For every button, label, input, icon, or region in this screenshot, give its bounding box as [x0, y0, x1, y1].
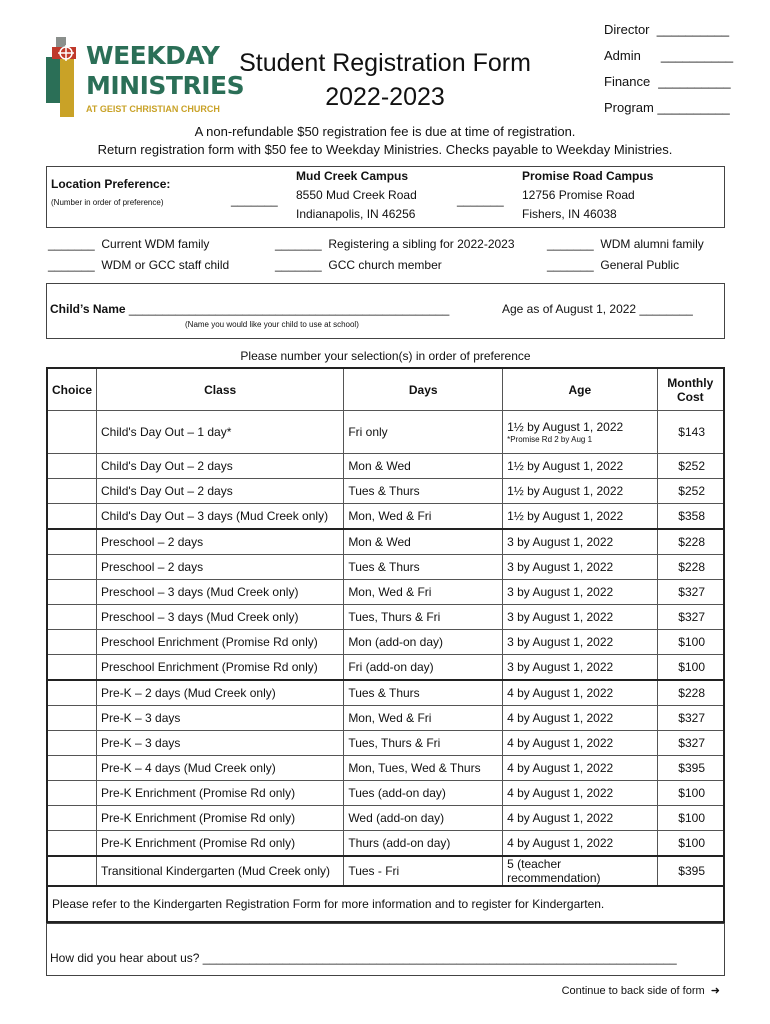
days-cell: Tues - Fri — [344, 856, 503, 886]
age-cell: 1½ by August 1, 2022 — [503, 479, 657, 504]
cost-cell: $327 — [657, 706, 724, 731]
office-finance — [604, 74, 731, 89]
age-cell: 3 by August 1, 2022 — [503, 580, 657, 605]
cost-cell: $143 — [657, 411, 724, 454]
office-program-blank[interactable]: __________ — [657, 100, 730, 115]
return-notice: Return registration form with $50 fee to Weekday Ministries. Checks payable to Weekday Ministries. — [97, 142, 673, 157]
office-finance-label: Finance — [604, 74, 651, 89]
logo-word-ministries: MINISTRIES — [86, 71, 245, 100]
check-blank[interactable]: _______ — [547, 258, 594, 272]
choice-input[interactable] — [47, 856, 97, 886]
age-cell: 4 by August 1, 2022 — [503, 831, 657, 857]
table-row — [47, 605, 724, 630]
choice-input[interactable] — [47, 555, 97, 580]
form-title-main: Student Registration Form — [239, 49, 531, 77]
cost-cell: $252 — [657, 454, 724, 479]
class-cell: Child's Day Out – 1 day* — [97, 411, 344, 454]
check-label: Registering a sibling for 2022-2023 — [328, 237, 515, 251]
mud-creek-address2: Indianapolis, IN 46256 — [296, 207, 416, 221]
continue-note — [562, 984, 720, 997]
hear-about-label: How did you hear about us? — [50, 951, 200, 965]
office-finance-blank[interactable]: __________ — [658, 74, 731, 89]
check-wdm-alumni-family — [547, 237, 704, 251]
office-director — [604, 22, 729, 37]
form-title — [230, 46, 540, 114]
cost-cell: $228 — [657, 555, 724, 580]
promise-road-name: Promise Road Campus — [522, 169, 654, 183]
logo-subtitle: AT GEIST CHRISTIAN CHURCH — [86, 104, 220, 114]
choice-input[interactable] — [47, 479, 97, 504]
days-cell: Tues & Thurs — [344, 680, 503, 706]
table-row — [47, 411, 724, 454]
age-cell: 4 by August 1, 2022 — [503, 731, 657, 756]
class-cell: Pre-K – 3 days — [97, 731, 344, 756]
arrow-right-icon: ➜ — [710, 985, 720, 997]
age-cell: 3 by August 1, 2022 — [503, 605, 657, 630]
cost-cell: $358 — [657, 504, 724, 530]
cost-cell: $327 — [657, 580, 724, 605]
choice-input[interactable] — [47, 411, 97, 454]
header-cost-line1: Monthly — [667, 375, 714, 390]
table-row — [47, 454, 724, 479]
age-cell: 3 by August 1, 2022 — [503, 630, 657, 655]
check-registering-sibling — [275, 237, 515, 251]
days-cell: Mon, Wed & Fri — [344, 504, 503, 530]
cost-cell: $228 — [657, 529, 724, 555]
cost-cell: $100 — [657, 630, 724, 655]
office-director-label: Director — [604, 22, 650, 37]
check-blank[interactable]: _______ — [48, 258, 95, 272]
class-cell: Preschool Enrichment (Promise Rd only) — [97, 630, 344, 655]
table-row — [47, 806, 724, 831]
days-cell: Thurs (add-on day) — [344, 831, 503, 857]
promise-road-address2: Fishers, IN 46038 — [522, 207, 617, 221]
office-admin-blank[interactable]: __________ — [660, 48, 734, 63]
check-label: WDM alumni family — [600, 237, 704, 251]
age-cell: 4 by August 1, 2022 — [503, 756, 657, 781]
age-cell: 5 (teacher recommendation) — [503, 856, 657, 886]
kindergarten-note: Please refer to the Kindergarten Registration Form for more information and to register for Kindergarten. — [47, 886, 724, 922]
class-cell: Pre-K Enrichment (Promise Rd only) — [97, 781, 344, 806]
header-cost — [657, 368, 724, 411]
header-class: Class — [97, 368, 344, 411]
choice-input[interactable] — [47, 806, 97, 831]
check-blank[interactable]: _______ — [547, 237, 594, 251]
choice-input[interactable] — [47, 756, 97, 781]
header-age: Age — [503, 368, 657, 411]
age-cell: 4 by August 1, 2022 — [503, 680, 657, 706]
table-row — [47, 856, 724, 886]
office-director-blank[interactable]: __________ — [656, 22, 730, 37]
days-cell: Mon, Wed & Fri — [344, 706, 503, 731]
class-cell: Child's Day Out – 2 days — [97, 454, 344, 479]
table-header-row — [47, 368, 724, 411]
continue-label: Continue to back side of form — [561, 985, 705, 997]
class-cell: Preschool – 2 days — [97, 555, 344, 580]
choice-input[interactable] — [47, 706, 97, 731]
days-cell: Mon & Wed — [344, 454, 503, 479]
header-cost-line2: Cost — [676, 389, 704, 404]
class-cell: Preschool – 3 days (Mud Creek only) — [97, 605, 344, 630]
child-name-hint: (Name you would like your child to use at school) — [185, 320, 359, 329]
days-cell: Tues, Thurs & Fri — [344, 605, 503, 630]
choice-input[interactable] — [47, 680, 97, 706]
cost-cell: $327 — [657, 605, 724, 630]
age-note: *Promise Rd 2 by Aug 1 — [507, 435, 593, 444]
table-row — [47, 781, 724, 806]
logo-word-weekday: WEEKDAY — [86, 41, 220, 70]
check-blank[interactable]: _______ — [275, 237, 322, 251]
office-admin — [604, 48, 733, 63]
class-cell: Pre-K Enrichment (Promise Rd only) — [97, 831, 344, 857]
cost-cell: $252 — [657, 479, 724, 504]
age-cell: 3 by August 1, 2022 — [503, 555, 657, 580]
header-choice: Choice — [47, 368, 97, 411]
child-name-label: Child’s Name — [50, 302, 126, 316]
table-caption: Please number your selection(s) in order of preference — [240, 349, 531, 363]
class-cell: Child's Day Out – 3 days (Mud Creek only) — [97, 504, 344, 530]
class-cell: Child's Day Out – 2 days — [97, 479, 344, 504]
class-cell: Pre-K – 2 days (Mud Creek only) — [97, 680, 344, 706]
cost-cell: $228 — [657, 680, 724, 706]
mud-creek-rank-blank[interactable]: _______ — [231, 193, 278, 207]
promise-road-rank-blank[interactable]: _______ — [457, 193, 504, 207]
hear-about-input[interactable]: _______________________________________________________________________ — [202, 951, 677, 965]
table-row — [47, 504, 724, 530]
table-row — [47, 580, 724, 605]
class-cell: Preschool – 2 days — [97, 529, 344, 555]
days-cell: Mon & Wed — [344, 529, 503, 555]
check-label: Current WDM family — [101, 237, 210, 251]
table-row — [47, 630, 724, 655]
class-cell: Pre-K – 4 days (Mud Creek only) — [97, 756, 344, 781]
days-cell: Fri (add-on day) — [344, 655, 503, 681]
check-blank[interactable]: _______ — [48, 237, 95, 251]
table-row — [47, 831, 724, 857]
cost-cell: $395 — [657, 756, 724, 781]
table-row — [47, 655, 724, 681]
form-title-year: 2022-2023 — [325, 83, 445, 111]
cost-cell: $100 — [657, 806, 724, 831]
age-text: 1½ by August 1, 2022 — [507, 420, 624, 434]
location-sublabel: (Number in order of preference) — [51, 198, 164, 207]
class-cell: Transitional Kindergarten (Mud Creek only) — [97, 856, 344, 886]
days-cell: Wed (add-on day) — [344, 806, 503, 831]
child-name-row — [50, 302, 449, 316]
days-cell: Mon (add-on day) — [344, 630, 503, 655]
table-row — [47, 706, 724, 731]
child-name-input[interactable]: ________________________________________________ — [128, 302, 450, 316]
location-preference-box — [46, 166, 725, 228]
office-program — [604, 100, 730, 115]
child-age-input[interactable]: ________ — [639, 302, 693, 316]
table-row — [47, 479, 724, 504]
choice-input[interactable] — [47, 529, 97, 555]
table-row — [47, 731, 724, 756]
check-current-wdm-family — [48, 237, 209, 251]
check-label: WDM or GCC staff child — [101, 258, 230, 272]
mud-creek-address1: 8550 Mud Creek Road — [296, 188, 417, 202]
choice-input[interactable] — [47, 831, 97, 857]
weekday-ministries-logo — [46, 37, 245, 122]
check-staff-child — [48, 258, 229, 272]
choice-input[interactable] — [47, 655, 97, 681]
age-cell: 4 by August 1, 2022 — [503, 706, 657, 731]
choice-input[interactable] — [47, 605, 97, 630]
choice-input[interactable] — [47, 454, 97, 479]
table-row — [47, 680, 724, 706]
choice-input[interactable] — [47, 630, 97, 655]
choice-input[interactable] — [47, 731, 97, 756]
age-cell: 3 by August 1, 2022 — [503, 529, 657, 555]
days-cell: Tues & Thurs — [344, 555, 503, 580]
days-cell: Tues (add-on day) — [344, 781, 503, 806]
fee-notice: A non-refundable $50 registration fee is due at time of registration. — [194, 124, 576, 139]
age-cell: 1½ by August 1, 2022 — [503, 454, 657, 479]
choice-input[interactable] — [47, 781, 97, 806]
choice-input[interactable] — [47, 504, 97, 530]
promise-road-address1: 12756 Promise Road — [522, 188, 635, 202]
class-cell: Preschool Enrichment (Promise Rd only) — [97, 655, 344, 681]
office-program-label: Program — [604, 100, 654, 115]
check-label: General Public — [600, 258, 680, 272]
office-admin-label: Admin — [604, 48, 641, 63]
cost-cell: $100 — [657, 781, 724, 806]
table-footer-row — [47, 886, 724, 922]
days-cell: Tues, Thurs & Fri — [344, 731, 503, 756]
class-cell: Pre-K – 3 days — [97, 706, 344, 731]
table-row — [47, 756, 724, 781]
check-label: GCC church member — [328, 258, 442, 272]
age-cell: 4 by August 1, 2022 — [503, 806, 657, 831]
child-age-row — [502, 302, 693, 316]
table-row — [47, 555, 724, 580]
hear-about-row — [50, 951, 677, 965]
days-cell: Tues & Thurs — [344, 479, 503, 504]
days-cell: Mon, Tues, Wed & Thurs — [344, 756, 503, 781]
child-age-label: Age as of August 1, 2022 — [502, 302, 637, 316]
hear-about-box — [46, 923, 725, 976]
class-table — [46, 367, 725, 923]
cost-cell: $327 — [657, 731, 724, 756]
class-cell: Preschool – 3 days (Mud Creek only) — [97, 580, 344, 605]
choice-input[interactable] — [47, 580, 97, 605]
age-cell: 4 by August 1, 2022 — [503, 781, 657, 806]
age-cell: 3 by August 1, 2022 — [503, 655, 657, 681]
check-blank[interactable]: _______ — [275, 258, 322, 272]
days-cell: Mon, Wed & Fri — [344, 580, 503, 605]
table-row — [47, 529, 724, 555]
check-general-public — [547, 258, 679, 272]
cross-logo-icon — [46, 37, 86, 122]
class-cell: Pre-K Enrichment (Promise Rd only) — [97, 806, 344, 831]
days-cell: Fri only — [344, 411, 503, 454]
mud-creek-name: Mud Creek Campus — [296, 169, 409, 183]
cost-cell: $395 — [657, 856, 724, 886]
header-days: Days — [344, 368, 503, 411]
age-cell: 1½ by August 1, 2022 — [503, 504, 657, 530]
check-gcc-member — [275, 258, 442, 272]
location-label: Location Preference: — [51, 177, 171, 191]
age-cell — [503, 411, 657, 454]
cost-cell: $100 — [657, 831, 724, 857]
child-info-box — [46, 283, 725, 339]
cost-cell: $100 — [657, 655, 724, 681]
